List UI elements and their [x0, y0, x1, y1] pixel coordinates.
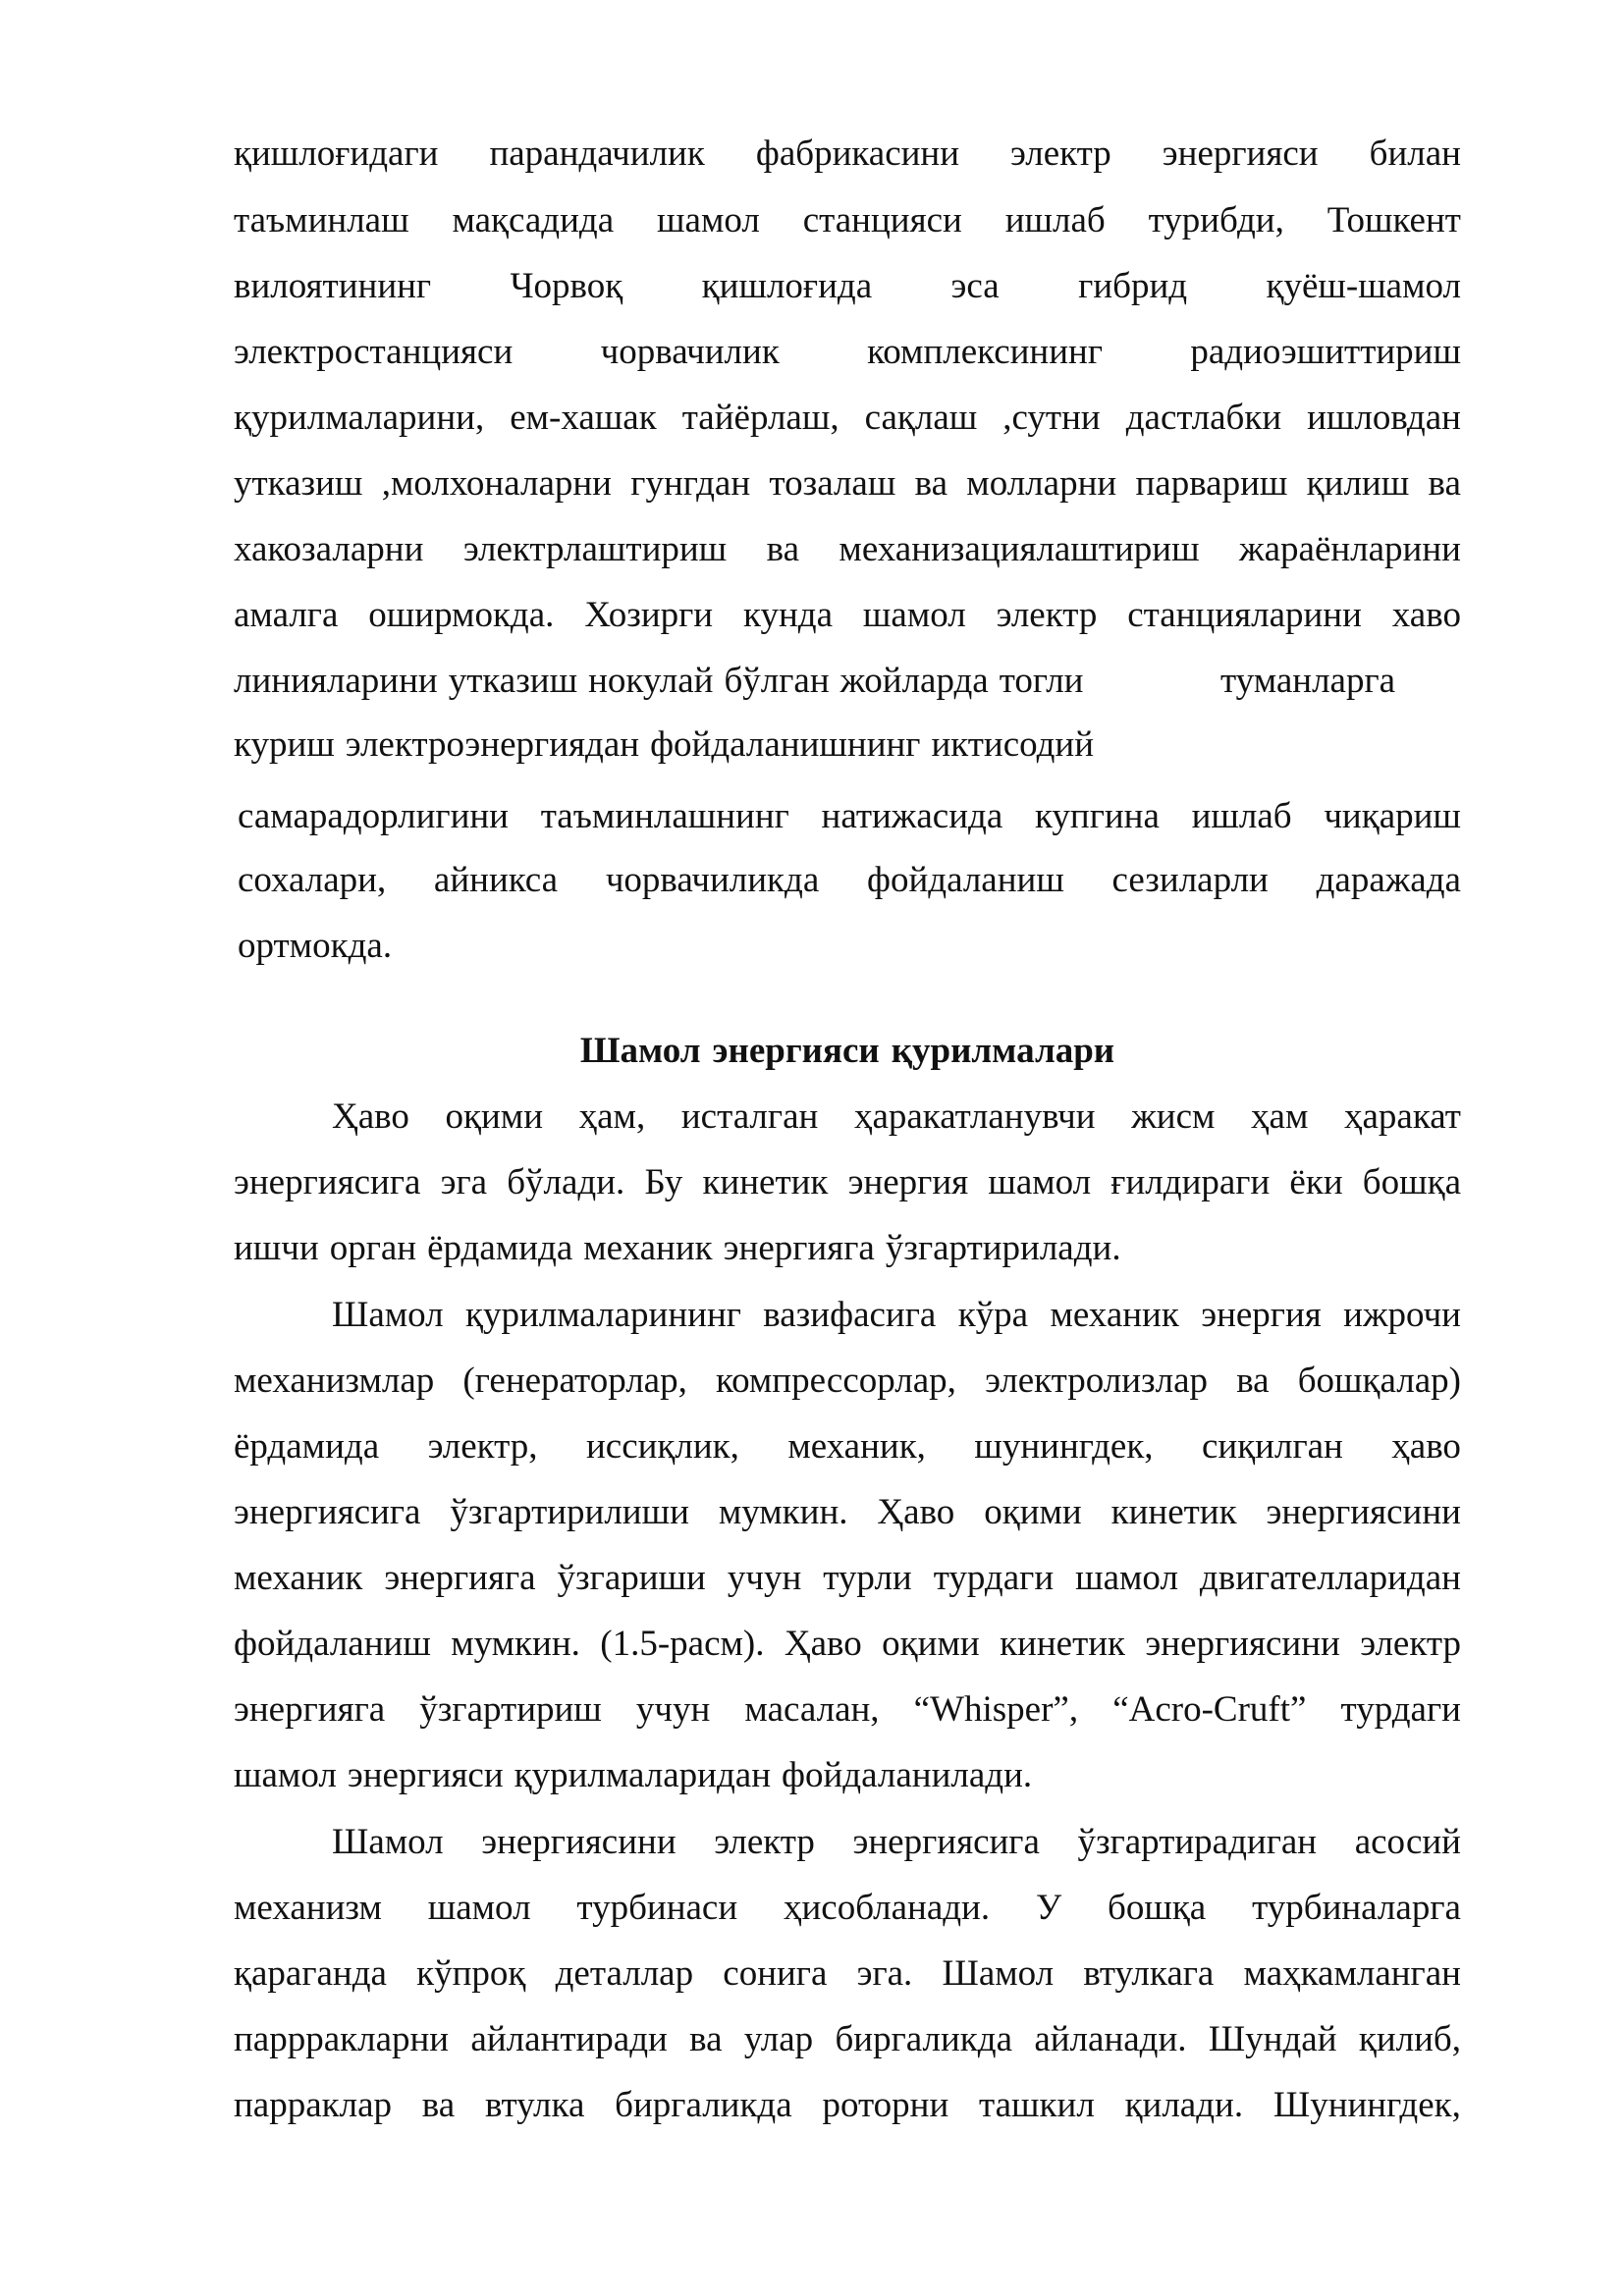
word: турбиналарга [1252, 1888, 1461, 1928]
text-line [234, 2087, 1461, 2123]
word: жараёнларини [1239, 529, 1461, 569]
word: утказиш [448, 661, 578, 701]
word: ёрдамида [234, 1426, 380, 1467]
word: вилоятининг [234, 266, 432, 306]
word: сонига [723, 1953, 828, 1994]
word: ортмокда. [238, 926, 393, 966]
word: таъминлашнинг [540, 796, 789, 836]
text-line [234, 1955, 1461, 1992]
text-line [234, 465, 1461, 502]
word: учун [635, 1689, 711, 1730]
word: механик [1050, 1295, 1179, 1335]
word: оширмокда. [368, 595, 555, 635]
word: шамол [862, 595, 966, 635]
word: механик, [787, 1426, 926, 1467]
word: кўпроқ [416, 1953, 526, 1994]
word: втулка [484, 2085, 585, 2125]
text-line [234, 1428, 1461, 1465]
word: купгина [1034, 796, 1160, 836]
text-line [234, 1362, 1461, 1399]
word: қилади. [1124, 2085, 1244, 2125]
word: ҳам [1251, 1096, 1309, 1137]
word: деталлар [555, 1953, 694, 1994]
word: масалан, [744, 1689, 880, 1730]
word: энергияси [347, 1755, 504, 1795]
word: фабрикасини [755, 133, 960, 174]
word: ёрдамида [427, 1228, 573, 1268]
text-line [234, 1230, 1461, 1266]
word: чорвачиликда [605, 860, 820, 900]
word: қилиб, [1358, 2019, 1461, 2059]
word: линияларини [234, 661, 438, 701]
word: даражада [1316, 860, 1461, 900]
word: механизмлар [234, 1361, 435, 1401]
word: турдаги [1340, 1689, 1461, 1730]
word: электролизлар [985, 1361, 1209, 1401]
word: парандачилик [489, 133, 705, 174]
word: қуёш-шамол [1266, 266, 1461, 306]
word: Ҳаво [784, 1624, 862, 1664]
word: таъминлаш [234, 200, 409, 240]
word: эга [440, 1162, 488, 1202]
word: ишчи [234, 1228, 319, 1268]
word: қишлоғида [701, 266, 873, 306]
text-line [238, 862, 1461, 898]
word: туманларга [1220, 661, 1396, 701]
word: фойдаланилади. [782, 1755, 1033, 1795]
word: ва [914, 463, 948, 504]
text-line [1220, 663, 1406, 699]
word: ўзгариши [557, 1558, 706, 1598]
word: ишловдан [1307, 398, 1461, 438]
word: биргаликда [835, 2019, 1013, 2059]
text-line [234, 400, 1461, 436]
word: турибди, [1148, 200, 1284, 240]
word: ўзгартирадиган [1077, 1822, 1318, 1862]
word: қилиш [1306, 463, 1410, 504]
word: улар [743, 2019, 814, 2059]
word: ва [689, 2019, 723, 2059]
word: оқими [882, 1624, 980, 1664]
word: энергия [847, 1162, 969, 1202]
word: амалга [234, 595, 339, 635]
text-line [234, 268, 1461, 304]
text-line [234, 202, 1461, 239]
word: чорвачилик [600, 332, 780, 372]
text-line [234, 135, 1461, 172]
word: механизациялаштириш [839, 529, 1200, 569]
word: радиоэшиттириш [1190, 332, 1461, 372]
word: шамол [427, 1888, 531, 1928]
word: турли [823, 1558, 912, 1598]
word: У [1035, 1888, 1062, 1928]
word: самарадорлигини [238, 796, 509, 836]
word: Шамол [579, 1031, 701, 1071]
word: парвариш [1135, 463, 1288, 504]
word: Шамол [332, 1822, 444, 1862]
word: молларни [966, 463, 1117, 504]
word: энергия [1201, 1295, 1322, 1335]
word: ,сутни [1002, 398, 1101, 438]
word: станцияларини [1127, 595, 1362, 635]
word: шамол [1075, 1558, 1178, 1598]
word: иссиқлик, [585, 1426, 739, 1467]
word: турдаги [933, 1558, 1055, 1598]
word: мумкин. [451, 1624, 580, 1664]
word: фойдаланиш [866, 860, 1064, 900]
word: шамол [234, 1755, 337, 1795]
word: кинетик [702, 1162, 829, 1202]
word: “Acro-Cruft” [1112, 1689, 1307, 1730]
word: учун [727, 1558, 802, 1598]
section-heading [234, 1033, 1461, 1069]
word: ,молхоналарни [381, 463, 612, 504]
word: механик [583, 1228, 713, 1268]
word: хаво [1391, 595, 1461, 635]
word: Тошкент [1326, 200, 1461, 240]
word: фойдаланишнинг [650, 724, 921, 765]
text-line [234, 1494, 1461, 1530]
word: электростанцияси [234, 332, 514, 372]
word: электр [714, 1822, 815, 1862]
word: электр [1360, 1624, 1461, 1664]
word: биргаликда [615, 2085, 792, 2125]
word: шамол [657, 200, 760, 240]
word: ва [1428, 463, 1461, 504]
word: Шунингдек, [1272, 2085, 1461, 2125]
text-line [238, 798, 1461, 834]
text-line [234, 597, 1461, 633]
word: қурилмалари [891, 1031, 1115, 1071]
word: сақлаш [864, 398, 978, 438]
word: кунда [743, 595, 834, 635]
text-line [234, 726, 1461, 763]
word: жойларда [839, 661, 989, 701]
word: ёки [1289, 1162, 1343, 1202]
word: бўлади. [507, 1162, 625, 1202]
word: эга. [856, 1953, 913, 1994]
word: шамол [988, 1162, 1092, 1202]
word: втулкага [1083, 1953, 1215, 1994]
word: электр [996, 595, 1098, 635]
word: энергияга [723, 1228, 875, 1268]
word: ташкил [979, 2085, 1095, 2125]
word: ва [766, 529, 799, 569]
word: кинетик [1110, 1492, 1237, 1532]
text-line [234, 531, 1461, 567]
text-line [234, 2021, 1461, 2057]
text-line [332, 1824, 1461, 1860]
word: ишлаб [1191, 796, 1292, 836]
word: сезиларли [1111, 860, 1269, 900]
word: тозалаш [769, 463, 896, 504]
word: айникса [433, 860, 559, 900]
word: ғилдираги [1110, 1162, 1271, 1202]
word: натижасида [821, 796, 1003, 836]
word: ижрочи [1343, 1295, 1461, 1335]
word: механик [234, 1558, 363, 1598]
word: энергияга [384, 1558, 536, 1598]
word: айланади. [1034, 2019, 1187, 2059]
word: механизм [234, 1888, 382, 1928]
word: роторни [822, 2085, 949, 2125]
word: ва [421, 2085, 456, 2125]
word: ишлаб [1004, 200, 1106, 240]
word: электр [1010, 133, 1111, 174]
word: бошқа [1108, 1888, 1207, 1928]
word: “Whisper”, [913, 1689, 1079, 1730]
word: ўзгартирилиши [450, 1492, 689, 1532]
word: оқими [445, 1096, 543, 1137]
word: эса [950, 266, 1000, 306]
word: ем-хашак [510, 398, 657, 438]
text-line [234, 334, 1461, 370]
word: қишлоғидаги [234, 133, 439, 174]
word: куриш [234, 724, 335, 765]
text-line [234, 1626, 1461, 1662]
word: орган [329, 1228, 417, 1268]
word: чиқариш [1324, 796, 1461, 836]
word: бошқалар) [1297, 1361, 1461, 1401]
text-line [238, 928, 1461, 964]
word: қурилмаларининг [465, 1295, 741, 1335]
word: ҳаво [1391, 1426, 1461, 1467]
text-line [234, 1164, 1461, 1201]
word: мумкин. [718, 1492, 848, 1532]
word: нокулай [588, 661, 714, 701]
word: ўзгартириш [419, 1689, 602, 1730]
word: Ҳаво [332, 1096, 409, 1137]
word: вазифасига [763, 1295, 937, 1335]
word: ва [1236, 1361, 1270, 1401]
word: иктисодий [931, 724, 1095, 765]
word: (генераторлар, [462, 1361, 687, 1401]
word: ҳаракатланувчи [853, 1096, 1096, 1137]
word: қурилмаларидан [514, 1755, 772, 1795]
word: электр, [427, 1426, 538, 1467]
word: оқими [984, 1492, 1082, 1532]
text-line [332, 1297, 1461, 1333]
text-line [234, 1890, 1461, 1926]
word: фойдаланиш [234, 1624, 431, 1664]
word: энергиясини [1266, 1492, 1461, 1532]
text-line [234, 1757, 1461, 1793]
word: гибрид [1078, 266, 1188, 306]
word: электроэнергиядан [345, 724, 640, 765]
word: Хозирги [584, 595, 714, 635]
word: (1.5-расм). [600, 1624, 765, 1664]
word: парраклар [234, 2085, 393, 2125]
word: ҳаракат [1344, 1096, 1461, 1137]
word: жисм [1131, 1096, 1216, 1137]
word: кинетик [1000, 1624, 1126, 1664]
word: дастлабки [1125, 398, 1282, 438]
word: энергиясига [852, 1822, 1040, 1862]
word: энергиясига [234, 1492, 421, 1532]
word: энергияга [234, 1689, 386, 1730]
word: шунингдек, [974, 1426, 1154, 1467]
word: паррракларни [234, 2019, 450, 2059]
word: бўлган [724, 661, 830, 701]
word: сиқилган [1201, 1426, 1343, 1467]
word: қараганда [234, 1953, 387, 1994]
word: Чорвоқ [510, 266, 623, 306]
word: қурилмаларини, [234, 398, 485, 438]
word: мақсадида [452, 200, 615, 240]
word: Шамол [332, 1295, 444, 1335]
word: маҳкамланган [1243, 1953, 1461, 1994]
word: Бу [644, 1162, 683, 1202]
word: гунгдан [630, 463, 751, 504]
word: ўзгартирилади. [885, 1228, 1121, 1268]
word: ҳисобланади. [784, 1888, 991, 1928]
word: бошқа [1362, 1162, 1461, 1202]
text-line [234, 1560, 1461, 1596]
word: утказиш [234, 463, 363, 504]
word: хакозаларни [234, 529, 424, 569]
word: Шамол [942, 1953, 1055, 1994]
word: Ҳаво [877, 1492, 955, 1532]
word: кўра [957, 1295, 1029, 1335]
word: тогли [999, 661, 1084, 701]
text-line [234, 1691, 1461, 1728]
word: турбинаси [576, 1888, 738, 1928]
word: Шундай [1208, 2019, 1337, 2059]
word: электрлаштириш [462, 529, 728, 569]
word: асосий [1354, 1822, 1461, 1862]
word: станцияси [802, 200, 962, 240]
word: айлантиради [470, 2019, 668, 2059]
word: энергиясини [1145, 1624, 1340, 1664]
word: двигателларидан [1199, 1558, 1461, 1598]
word: компрессорлар, [715, 1361, 956, 1401]
word: билан [1369, 133, 1461, 174]
word: ҳам, [578, 1096, 646, 1137]
word: исталган [680, 1096, 819, 1137]
word: тайёрлаш, [681, 398, 839, 438]
word: энергияси [1162, 133, 1319, 174]
text-line [332, 1098, 1461, 1135]
word: сохалари, [238, 860, 387, 900]
word: энергиясини [481, 1822, 677, 1862]
word: комплексининг [867, 332, 1104, 372]
word: энергияси [712, 1031, 880, 1071]
word: энергиясига [234, 1162, 421, 1202]
